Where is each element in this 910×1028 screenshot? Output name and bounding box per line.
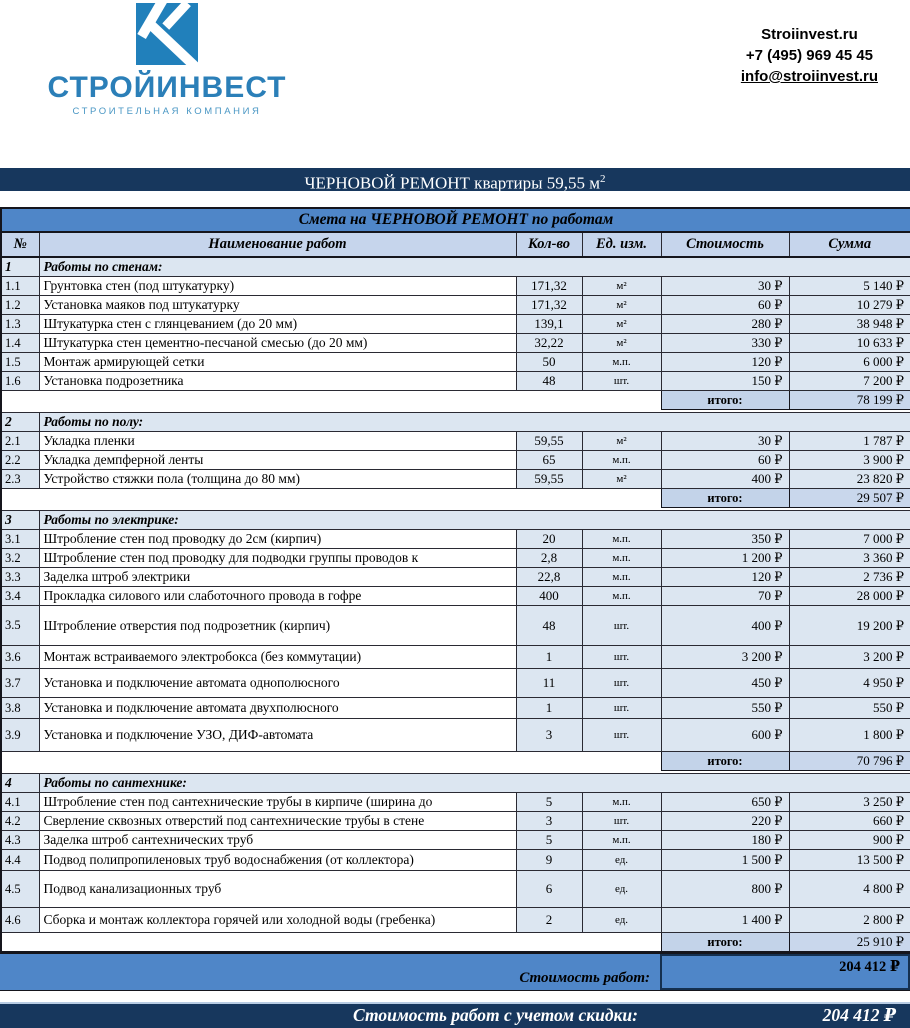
works-total-value: 204 412 ₽ (660, 954, 910, 990)
price: 3 200 ₽ (661, 646, 789, 669)
table-row (1, 277, 910, 296)
table-row (1, 315, 910, 334)
work-name: Сверление сквозных отверстий под сантехнические трубы в стене (39, 812, 516, 831)
amount: 1 800 ₽ (789, 719, 910, 752)
price: 800 ₽ (661, 871, 789, 908)
price: 60 ₽ (661, 451, 789, 470)
work-name: Устройство стяжки пола (толщина до 80 мм) (39, 470, 516, 489)
section-title: Работы по электрике: (39, 511, 910, 530)
row-number: 1.5 (1, 353, 39, 372)
quantity: 171,32 (516, 277, 582, 296)
row-number: 4.5 (1, 871, 39, 908)
work-name: Штробление стен под сантехнические трубы в кирпиче (ширина до (39, 793, 516, 812)
unit: м.п. (582, 549, 661, 568)
table-row (1, 606, 910, 646)
unit: ед. (582, 850, 661, 871)
unit: м.п. (582, 831, 661, 850)
quantity: 59,55 (516, 470, 582, 489)
subtotal-label: итого: (661, 391, 789, 410)
price: 450 ₽ (661, 669, 789, 698)
amount: 10 633 ₽ (789, 334, 910, 353)
price: 400 ₽ (661, 470, 789, 489)
section-header-row (1, 774, 910, 793)
price: 180 ₽ (661, 831, 789, 850)
subtotal-label: итого: (661, 489, 789, 508)
discount-total-bar (0, 1002, 910, 1028)
work-name: Подвод полипропиленовых труб водоснабжения (от коллектора) (39, 850, 516, 871)
unit: шт. (582, 669, 661, 698)
table-header-row (1, 232, 910, 257)
section-number: 1 (1, 257, 39, 277)
work-name: Штукатурка стен с глянцеванием (до 20 мм) (39, 315, 516, 334)
works-total-band (0, 953, 910, 991)
company-brand (36, 2, 298, 117)
unit: шт. (582, 606, 661, 646)
subtotal-spacer (1, 391, 661, 410)
amount: 550 ₽ (789, 698, 910, 719)
amount: 900 ₽ (789, 831, 910, 850)
subtotal-spacer (1, 752, 661, 771)
quantity: 6 (516, 871, 582, 908)
amount: 3 250 ₽ (789, 793, 910, 812)
work-name: Заделка штроб электрики (39, 568, 516, 587)
amount: 10 279 ₽ (789, 296, 910, 315)
table-row (1, 719, 910, 752)
unit: шт. (582, 698, 661, 719)
discount-total-value: 204 412 ₽ (822, 1005, 896, 1025)
unit: м.п. (582, 568, 661, 587)
discount-total-label: Стоимость работ с учетом скидки: (353, 1005, 638, 1025)
works-total-label: Стоимость работ: (519, 970, 650, 986)
company-name: СТРОЙИНВЕСТ (47, 71, 287, 104)
row-number: 4.6 (1, 908, 39, 933)
amount: 38 948 ₽ (789, 315, 910, 334)
amount: 13 500 ₽ (789, 850, 910, 871)
table-caption: Смета на ЧЕРНОВОЙ РЕМОНТ по работам (1, 208, 910, 232)
amount: 7 200 ₽ (789, 372, 910, 391)
row-number: 1.4 (1, 334, 39, 353)
quantity: 59,55 (516, 432, 582, 451)
table-row (1, 451, 910, 470)
col-header-price: Стоимость (661, 232, 789, 257)
row-number: 3.7 (1, 669, 39, 698)
table-row (1, 871, 910, 908)
work-name: Укладка демпферной ленты (39, 451, 516, 470)
amount: 3 900 ₽ (789, 451, 910, 470)
price: 1 400 ₽ (661, 908, 789, 933)
amount: 4 800 ₽ (789, 871, 910, 908)
quantity: 400 (516, 587, 582, 606)
table-row (1, 812, 910, 831)
table-row (1, 793, 910, 812)
row-number: 3.3 (1, 568, 39, 587)
row-number: 4.3 (1, 831, 39, 850)
col-header-sum: Сумма (789, 232, 910, 257)
table-row (1, 587, 910, 606)
table-row (1, 646, 910, 669)
subtotal-spacer (1, 489, 661, 508)
price: 650 ₽ (661, 793, 789, 812)
stroiinvest-logo-icon (136, 2, 198, 66)
email-link[interactable]: info@stroiinvest.ru (740, 68, 878, 85)
phone-number: +7 (495) 969 45 45 (745, 47, 874, 64)
table-row (1, 669, 910, 698)
col-header-unit: Ед. изм. (582, 232, 661, 257)
quantity: 3 (516, 719, 582, 752)
quantity: 22,8 (516, 568, 582, 587)
website-link[interactable]: Stroiinvest.ru (761, 26, 858, 43)
row-number: 2.3 (1, 470, 39, 489)
quantity: 32,22 (516, 334, 582, 353)
quantity: 1 (516, 646, 582, 669)
amount: 28 000 ₽ (789, 587, 910, 606)
work-name: Установка подрозетника (39, 372, 516, 391)
unit: м.п. (582, 451, 661, 470)
work-name: Прокладка силового или слаботочного провода в гофре (39, 587, 516, 606)
unit: м² (582, 315, 661, 334)
amount: 3 360 ₽ (789, 549, 910, 568)
amount: 1 787 ₽ (789, 432, 910, 451)
price: 30 ₽ (661, 432, 789, 451)
work-name: Установка и подключение автомата однополюсного (39, 669, 516, 698)
row-number: 1.2 (1, 296, 39, 315)
amount: 5 140 ₽ (789, 277, 910, 296)
subtotal-value: 70 796 ₽ (789, 752, 910, 771)
work-name: Сборка и монтаж коллектора горячей или холодной воды (гребенка) (39, 908, 516, 933)
quantity: 171,32 (516, 296, 582, 315)
subtotal-label: итого: (661, 933, 789, 953)
price: 70 ₽ (661, 587, 789, 606)
subtotal-row (1, 752, 910, 771)
quantity: 1 (516, 698, 582, 719)
unit: м.п. (582, 530, 661, 549)
work-name: Заделка штроб сантехнических труб (39, 831, 516, 850)
unit: м² (582, 334, 661, 353)
subtotal-row (1, 933, 910, 953)
table-row (1, 334, 910, 353)
quantity: 139,1 (516, 315, 582, 334)
table-row (1, 568, 910, 587)
unit: ед. (582, 908, 661, 933)
quantity: 5 (516, 793, 582, 812)
section-header-row (1, 257, 910, 277)
amount: 2 736 ₽ (789, 568, 910, 587)
row-number: 1.6 (1, 372, 39, 391)
table-row (1, 470, 910, 489)
section-number: 3 (1, 511, 39, 530)
unit: шт. (582, 372, 661, 391)
section-header-row (1, 511, 910, 530)
subtotal-row (1, 489, 910, 508)
table-row (1, 908, 910, 933)
contact-block (741, 24, 878, 87)
amount: 7 000 ₽ (789, 530, 910, 549)
section-header-row (1, 413, 910, 432)
price: 150 ₽ (661, 372, 789, 391)
quantity: 2,8 (516, 549, 582, 568)
work-name: Штробление отверстия под подрозетник (кирпич) (39, 606, 516, 646)
row-number: 1.1 (1, 277, 39, 296)
price: 120 ₽ (661, 353, 789, 372)
unit: м.п. (582, 353, 661, 372)
row-number: 4.2 (1, 812, 39, 831)
quantity: 2 (516, 908, 582, 933)
table-caption-row (1, 208, 910, 232)
table-row (1, 353, 910, 372)
quantity: 5 (516, 831, 582, 850)
work-name: Штробление стен под проводку до 2см (кирпич) (39, 530, 516, 549)
section-title: Работы по стенам: (39, 257, 910, 277)
table-row (1, 432, 910, 451)
unit: м² (582, 296, 661, 315)
work-name: Штукатурка стен цементно-песчаной смесью (до 20 мм) (39, 334, 516, 353)
unit: шт. (582, 719, 661, 752)
price: 600 ₽ (661, 719, 789, 752)
section-title: Работы по полу: (39, 413, 910, 432)
amount: 660 ₽ (789, 812, 910, 831)
price: 280 ₽ (661, 315, 789, 334)
unit: м.п. (582, 793, 661, 812)
work-name: Укладка пленки (39, 432, 516, 451)
work-name: Установка маяков под штукатурку (39, 296, 516, 315)
amount: 19 200 ₽ (789, 606, 910, 646)
table-row (1, 850, 910, 871)
quantity: 48 (516, 606, 582, 646)
section-number: 2 (1, 413, 39, 432)
work-name: Установка и подключение УЗО, ДИФ-автомата (39, 719, 516, 752)
amount: 23 820 ₽ (789, 470, 910, 489)
unit: ед. (582, 871, 661, 908)
price: 30 ₽ (661, 277, 789, 296)
subtotal-value: 78 199 ₽ (789, 391, 910, 410)
quantity: 48 (516, 372, 582, 391)
amount: 6 000 ₽ (789, 353, 910, 372)
section-title: Работы по сантехнике: (39, 774, 910, 793)
price: 400 ₽ (661, 606, 789, 646)
price: 120 ₽ (661, 568, 789, 587)
price: 220 ₽ (661, 812, 789, 831)
row-number: 3.1 (1, 530, 39, 549)
section-number: 4 (1, 774, 39, 793)
price: 1 200 ₽ (661, 549, 789, 568)
page-header (0, 0, 910, 168)
unit: м.п. (582, 587, 661, 606)
unit: м² (582, 277, 661, 296)
row-number: 3.5 (1, 606, 39, 646)
row-number: 3.6 (1, 646, 39, 669)
table-row (1, 549, 910, 568)
subtotal-value: 25 910 ₽ (789, 933, 910, 953)
quantity: 3 (516, 812, 582, 831)
unit: шт. (582, 812, 661, 831)
amount: 3 200 ₽ (789, 646, 910, 669)
price: 1 500 ₽ (661, 850, 789, 871)
quantity: 50 (516, 353, 582, 372)
table-row (1, 296, 910, 315)
document-title: ЧЕРНОВОЙ РЕМОНТ квартиры 59,55 м (304, 173, 601, 193)
document-title-superscript: 2 (600, 173, 606, 185)
table-row (1, 530, 910, 549)
row-number: 2.1 (1, 432, 39, 451)
table-row (1, 831, 910, 850)
subtotal-value: 29 507 ₽ (789, 489, 910, 508)
row-number: 1.3 (1, 315, 39, 334)
price: 60 ₽ (661, 296, 789, 315)
unit: м² (582, 432, 661, 451)
row-number: 3.9 (1, 719, 39, 752)
work-name: Монтаж встраиваемого электробокса (без коммутации) (39, 646, 516, 669)
amount: 4 950 ₽ (789, 669, 910, 698)
row-number: 2.2 (1, 451, 39, 470)
work-name: Установка и подключение автомата двухполюсного (39, 698, 516, 719)
price: 350 ₽ (661, 530, 789, 549)
work-name: Штробление стен под проводку для подводки группы проводов к (39, 549, 516, 568)
work-name: Грунтовка стен (под штукатурку) (39, 277, 516, 296)
quantity: 20 (516, 530, 582, 549)
unit: м² (582, 470, 661, 489)
estimate-table (0, 207, 910, 953)
row-number: 3.2 (1, 549, 39, 568)
quantity: 11 (516, 669, 582, 698)
subtotal-spacer (1, 933, 661, 953)
work-name: Монтаж армирующей сетки (39, 353, 516, 372)
subtotal-label: итого: (661, 752, 789, 771)
row-number: 3.8 (1, 698, 39, 719)
price: 550 ₽ (661, 698, 789, 719)
col-header-number: № (1, 232, 39, 257)
unit: шт. (582, 646, 661, 669)
col-header-quantity: Кол-во (516, 232, 582, 257)
table-row (1, 698, 910, 719)
table-row (1, 372, 910, 391)
quantity: 9 (516, 850, 582, 871)
subtotal-row (1, 391, 910, 410)
quantity: 65 (516, 451, 582, 470)
price: 330 ₽ (661, 334, 789, 353)
col-header-name: Наименование работ (39, 232, 516, 257)
row-number: 4.1 (1, 793, 39, 812)
document-title-bar (0, 168, 910, 191)
amount: 2 800 ₽ (789, 908, 910, 933)
row-number: 4.4 (1, 850, 39, 871)
company-tagline: СТРОИТЕЛЬНАЯ КОМПАНИЯ (72, 106, 262, 117)
work-name: Подвод канализационных труб (39, 871, 516, 908)
row-number: 3.4 (1, 587, 39, 606)
